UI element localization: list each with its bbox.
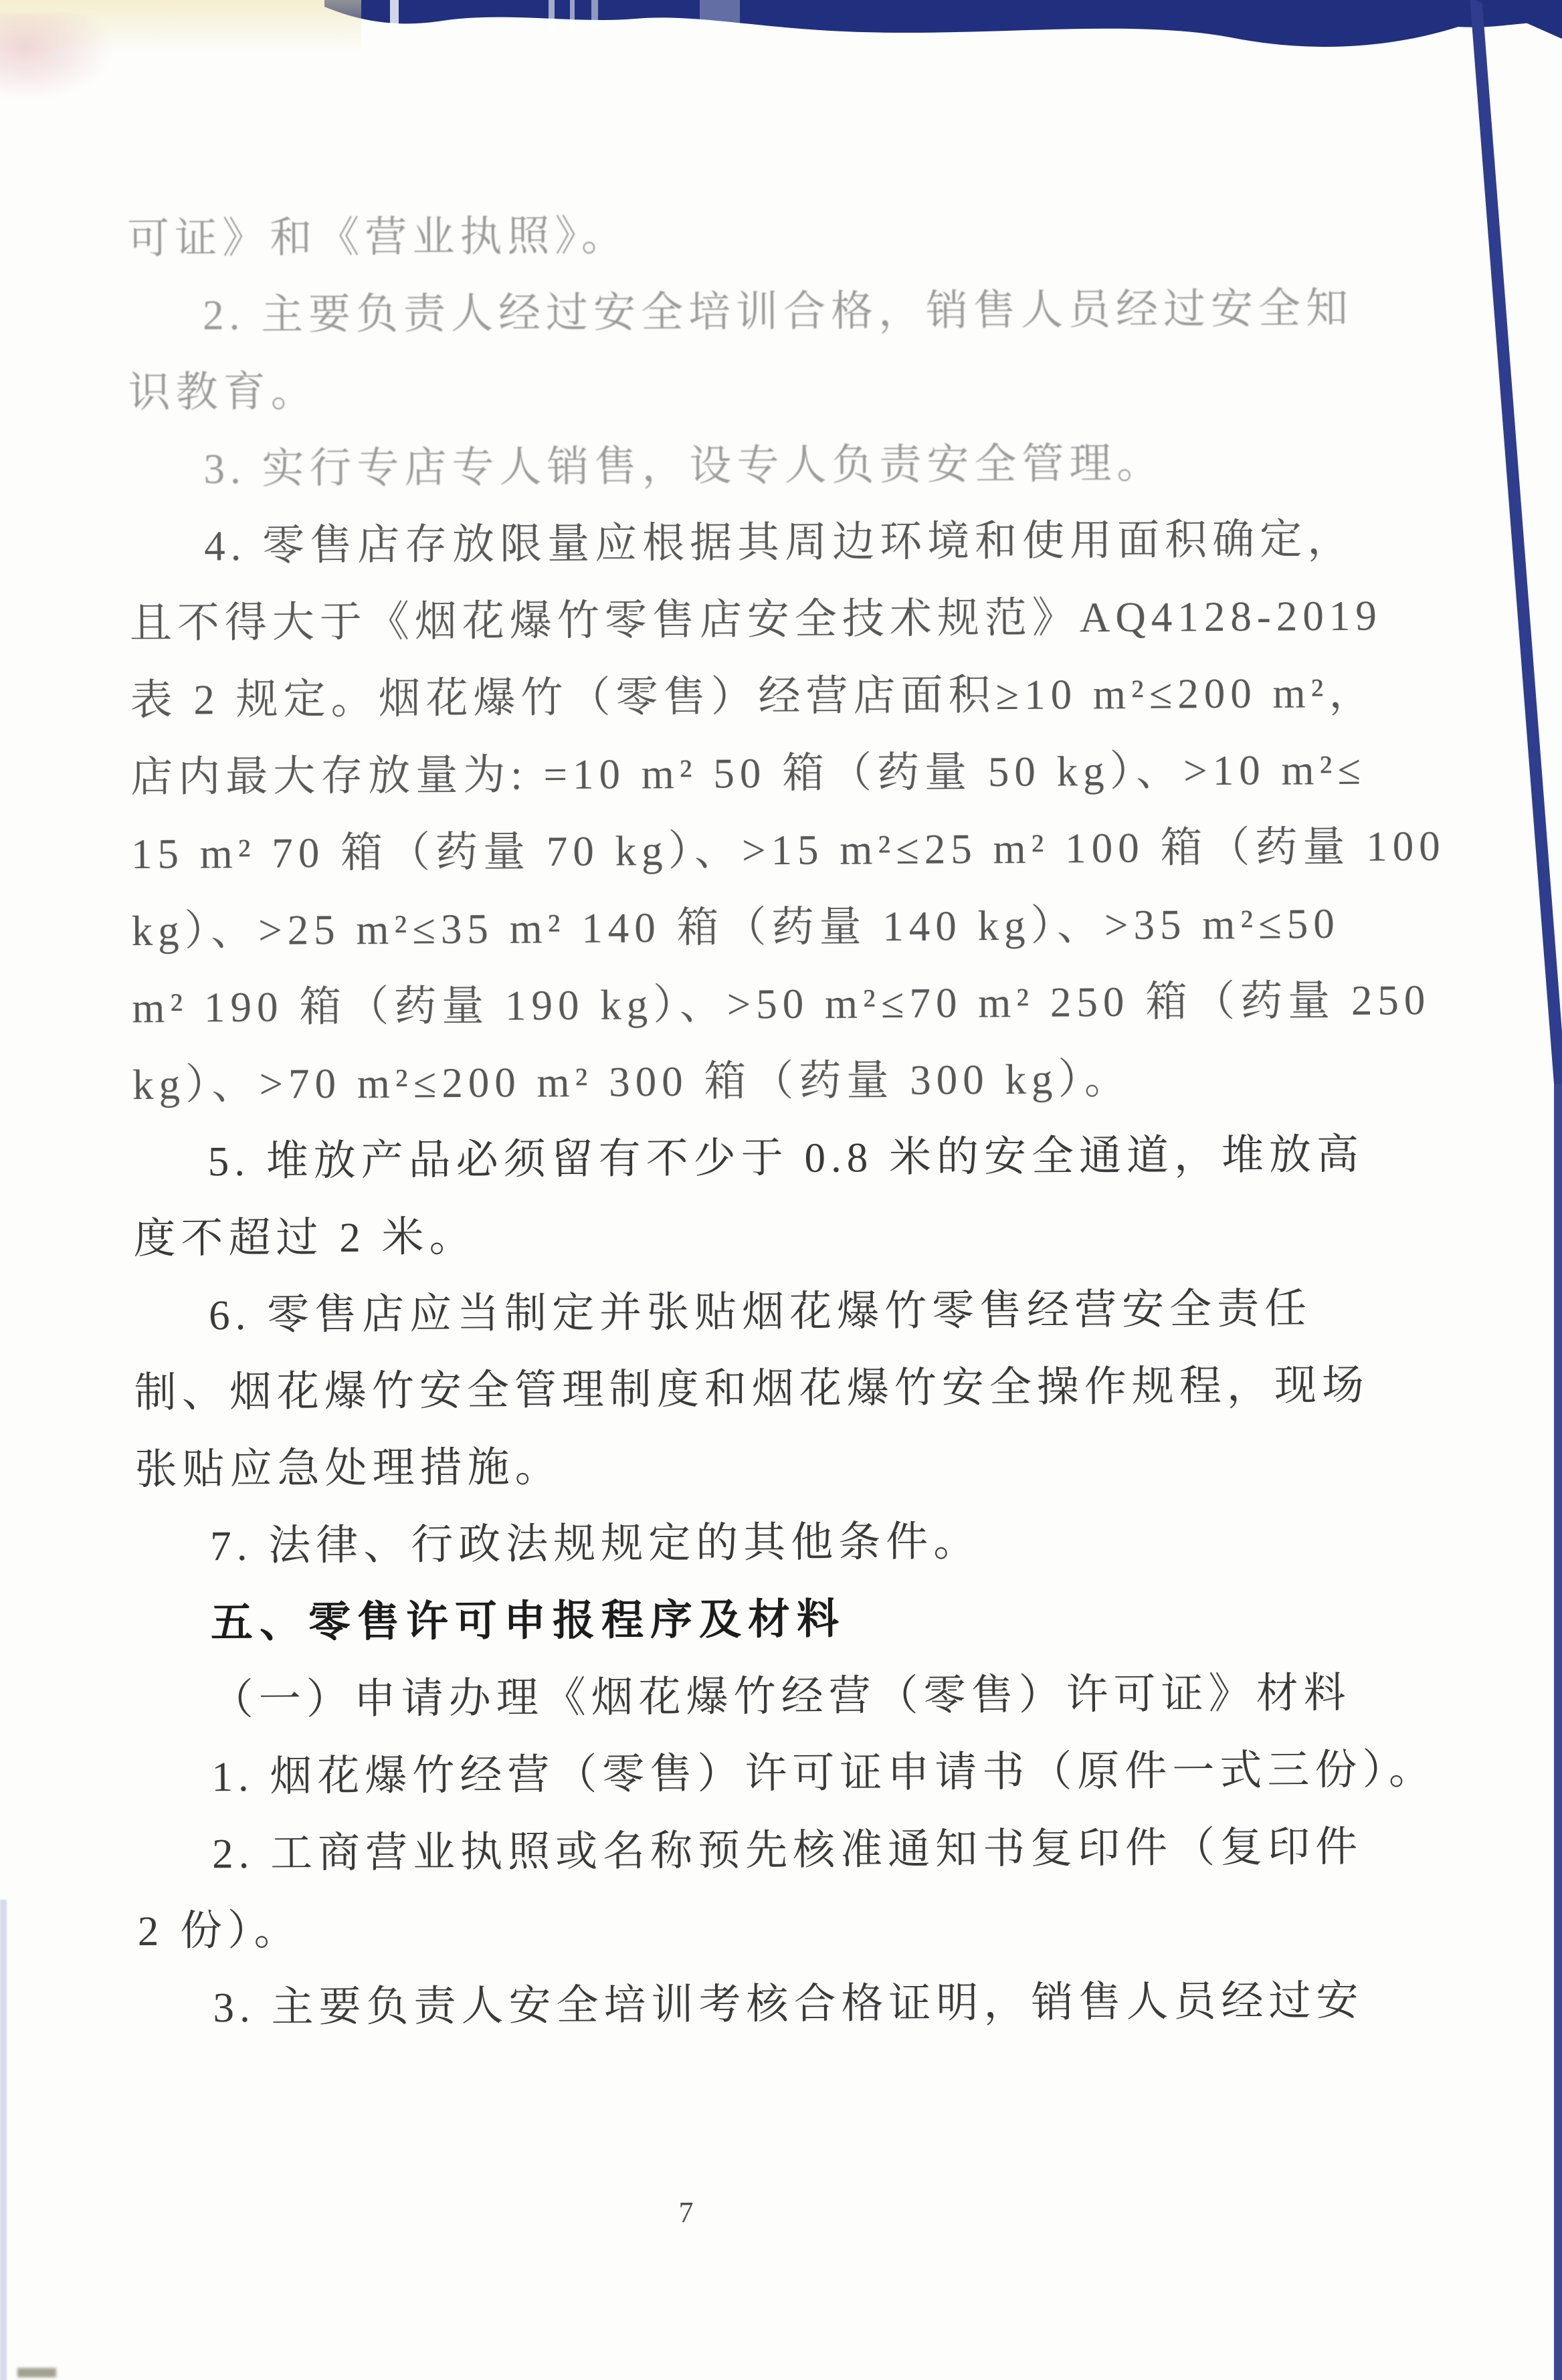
text-line: 3. 实行专店专人销售，设专人负责安全管理。 [203,439,1165,493]
text-line: 可证》和《营业执照》。 [127,212,629,262]
text-line: 店内最大存放量为: =10 m² 50 箱（药量 50 kg）、>10 m²≤ [130,746,1367,801]
text-line: 15 m² 70 箱（药量 70 kg）、>15 m²≤25 m² 100 箱（药量 100 [130,822,1446,878]
section-heading: 五、零售许可申报程序及材料 [210,1595,846,1647]
text-line: 2. 工商营业执照或名称预先核准通知书复印件（复印件 [211,1823,1363,1878]
scan-artifact-top-band [324,0,1562,47]
text-line: 7. 法律、行政法规规定的其他条件。 [210,1518,981,1570]
scan-artifact-smudge [0,13,114,100]
text-line: 2 份）。 [137,1906,302,1955]
scan-artifact-right-edge [1554,1057,1562,2380]
text-line: kg）、>25 m²≤35 m² 140 箱（药量 140 kg）、>35 m²≤50 [131,900,1340,955]
scan-artifact-streak [549,0,555,28]
scan-artifact-streak [570,0,575,32]
text-line: （一）申请办理《烟花爆竹经营（零售）许可证》材料 [211,1669,1351,1724]
scan-artifact-edge-line [1476,0,1560,1084]
scan-artifact-streak [390,0,399,31]
text-line: 4. 零售店存放限量应根据其周边环境和使用面积确定， [203,515,1355,570]
text-line: 表 2 规定。烟花爆竹（零售）经营店面积≥10 m²≤200 m²， [130,669,1377,724]
text-line: 度不超过 2 米。 [133,1213,477,1262]
scan-artifact-bottom-mark [17,2368,56,2377]
text-line: 3. 主要负责人安全培训考核合格证明，销售人员经过安 [213,1977,1364,2031]
scan-artifact-streak [591,0,598,27]
text-block [127,193,1444,2047]
scan-artifact-corner [1474,0,1562,39]
text-line: kg）、>70 m²≤200 m² 300 箱（药量 300 kg）。 [132,1055,1133,1108]
scan-artifact-streak [700,0,740,24]
page-number: 7 [678,2196,694,2229]
text-line: 2. 主要负责人经过安全培训合格，销售人员经过安全知 [202,284,1354,339]
text-line: 张贴应急处理措施。 [134,1444,563,1493]
text-line: 6. 零售店应当制定并张贴烟花爆竹零售经营安全责任 [208,1285,1312,1339]
text-line: 5. 堆放产品必须留有不少于 0.8 米的安全通道，堆放高 [207,1130,1365,1185]
text-line: 制、烟花爆竹安全管理制度和烟花爆竹安全操作规程，现场 [134,1361,1370,1416]
text-line: 识教育。 [128,368,318,416]
text-line: 且不得大于《烟花爆竹零售店安全技术规范》AQ4128-2019 [129,592,1383,647]
text-line: m² 190 箱（药量 190 kg）、>50 m²≤70 m² 250 箱（药量 250 [132,977,1431,1031]
text-line: 1. 烟花爆竹经营（零售）许可证申请书（原件一式三份）。 [211,1746,1437,1801]
scan-artifact-left-edge [0,1900,7,2380]
